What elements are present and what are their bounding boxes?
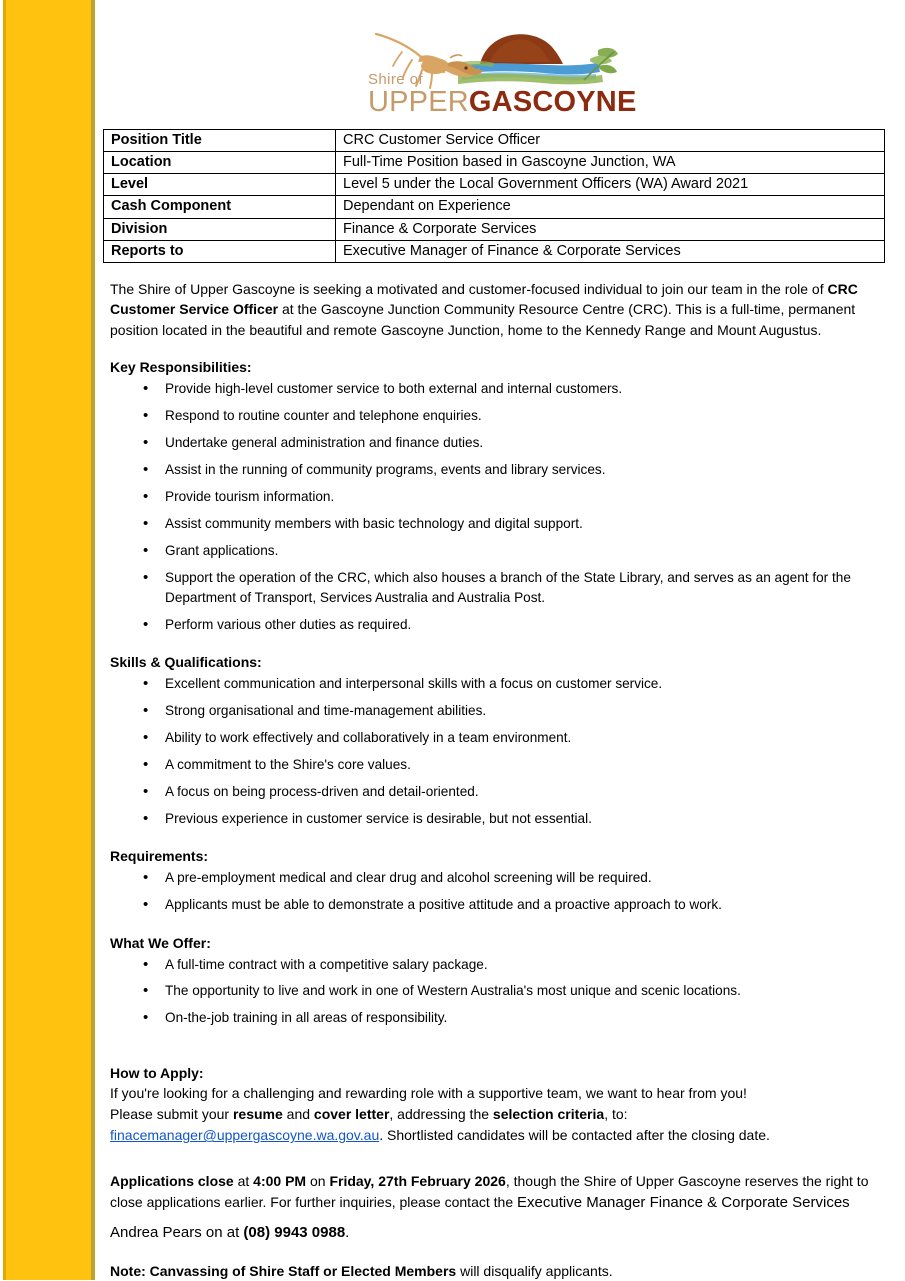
table-cell-label: Reports to xyxy=(104,240,336,262)
table-row xyxy=(104,130,885,152)
closing-contact-paragraph xyxy=(110,1222,880,1244)
spacer xyxy=(103,1035,883,1065)
list-item: • Support the operation of the CRC, which also houses a branch of the State Library, and serves as an agent for the Department of Transport, Services Australia and Australia Post. xyxy=(103,568,878,609)
list-item: • The opportunity to live and work in one of Western Australia's most unique and scenic locations. xyxy=(103,981,878,1001)
closing-bold-applications-close: Applications close xyxy=(110,1173,234,1190)
list-item: • Assist in the running of community programs, events and library services. xyxy=(103,460,878,480)
heading-requirements: Requirements: xyxy=(110,848,209,865)
table-cell-value: CRC Customer Service Officer xyxy=(336,130,885,152)
closing-contact-name: Andrea Pears on at xyxy=(110,1223,244,1241)
list-key-responsibilities xyxy=(103,379,878,635)
table-cell-label: Level xyxy=(104,174,336,196)
left-accent-bar-inner-edge xyxy=(3,0,6,1280)
heading-how-to-apply: How to Apply: xyxy=(110,1065,204,1082)
spacer xyxy=(103,1146,883,1159)
table-cell-label: Cash Component xyxy=(104,196,336,218)
list-item: • Previous experience in customer service is desirable, but not essential. xyxy=(103,809,878,829)
intro-paragraph xyxy=(110,279,880,341)
table-cell-label: Division xyxy=(104,218,336,240)
logo-block xyxy=(103,0,883,117)
apply-text-pre: Please submit your xyxy=(110,1106,233,1123)
logo-upper-text: UPPER xyxy=(368,86,469,118)
document-body xyxy=(95,0,905,1280)
apply-bold-cover-letter: cover letter xyxy=(313,1106,390,1123)
list-item: • On-the-job training in all areas of responsibility. xyxy=(103,1008,878,1028)
list-item: • Perform various other duties as required. xyxy=(103,615,878,635)
apply-bold-selection-criteria: selection criteria xyxy=(492,1106,605,1123)
table-row xyxy=(104,218,885,240)
apply-text-mid1: and xyxy=(282,1106,314,1123)
logo-shire-of-text: Shire of xyxy=(368,71,423,88)
apply-email-suffix: . Shortlisted candidates will be contacted after the closing date. xyxy=(379,1127,770,1144)
how-to-apply-line-2 xyxy=(110,1104,885,1125)
left-accent-bar xyxy=(3,0,91,1280)
closing-note-bold: Note: Canvassing of Shire Staff or Elected Members xyxy=(110,1262,457,1279)
table-cell-value: Executive Manager of Finance & Corporate Services xyxy=(336,240,885,262)
heading-what-we-offer: What We Offer: xyxy=(110,934,211,951)
list-item: • Applicants must be able to demonstrate a positive attitude and a proactive approach to work. xyxy=(103,895,878,915)
apply-text-mid2: , addressing the xyxy=(389,1106,493,1123)
table-cell-value: Full-Time Position based in Gascoyne Junction, WA xyxy=(336,152,885,174)
list-item: • Provide tourism information. xyxy=(103,487,878,507)
intro-text-part2: at the Gascoyne Junction Community Resource Centre (CRC). This is a full-time, permanent position located in the beautiful and remote Gascoyne Junction, home to the Kennedy Range and Mount Augustus. xyxy=(110,301,856,338)
how-to-apply-line-3 xyxy=(110,1125,885,1146)
table-row xyxy=(104,196,885,218)
intro-text-part1: The Shire of Upper Gascoyne is seeking a motivated and customer-focused individual to join our team in the role of xyxy=(110,280,828,297)
logo-name-text xyxy=(368,86,637,118)
logo-gascoyne-text: GASCOYNE xyxy=(468,86,637,118)
closing-contact-phone: (08) 9943 0988 xyxy=(243,1223,346,1241)
list-item: • Assist community members with basic technology and digital support. xyxy=(103,514,878,534)
closing-period: . xyxy=(345,1223,350,1241)
table-cell-label: Position Title xyxy=(104,130,336,152)
list-item: • Respond to routine counter and telephone enquiries. xyxy=(103,406,878,426)
heading-key-responsibilities: Key Responsibilities: xyxy=(110,359,252,376)
table-cell-value: Dependant on Experience xyxy=(336,196,885,218)
how-to-apply-line-1: If you're looking for a challenging and rewarding role with a supportive team, we want to hear from you! xyxy=(110,1085,747,1102)
table-row xyxy=(104,174,885,196)
list-item: • Provide high-level customer service to both external and internal customers. xyxy=(103,379,878,399)
table-row xyxy=(104,240,885,262)
shire-logo xyxy=(362,14,637,118)
table-cell-value: Finance & Corporate Services xyxy=(336,218,885,240)
list-what-we-offer xyxy=(103,955,878,1029)
table-cell-value: Level 5 under the Local Government Officers (WA) Award 2021 xyxy=(336,174,885,196)
closing-applications-paragraph xyxy=(110,1171,880,1214)
list-item: • A commitment to the Shire's core values. xyxy=(103,755,878,775)
position-details-table-body xyxy=(104,130,885,263)
apply-text-post: , to: xyxy=(604,1106,628,1123)
list-item: • Grant applications. xyxy=(103,541,878,561)
closing-note-paragraph xyxy=(110,1261,880,1281)
application-email-link[interactable]: finacemanager@uppergascoyne.wa.gov.au xyxy=(110,1127,380,1144)
list-item: • A pre-employment medical and clear drug and alcohol screening will be required. xyxy=(103,868,878,888)
list-item: • A full-time contract with a competitive salary package. xyxy=(103,955,878,975)
list-item: • Excellent communication and interpersonal skills with a focus on customer service. xyxy=(103,674,878,694)
table-cell-label: Location xyxy=(104,152,336,174)
closing-bold-time: 4:00 PM xyxy=(253,1173,307,1190)
list-item: • Undertake general administration and finance duties. xyxy=(103,433,878,453)
closing-text-1: at xyxy=(233,1173,254,1190)
closing-text-2: on xyxy=(306,1173,330,1190)
list-skills-qualifications xyxy=(103,674,878,829)
table-row xyxy=(104,152,885,174)
intro-role-bold: CRC Customer Service Officer xyxy=(110,280,858,318)
list-item: • Ability to work effectively and collaboratively in a team environment. xyxy=(103,728,878,748)
closing-note-rest: will disqualify applicants. xyxy=(456,1262,613,1279)
logo-wordmark xyxy=(362,71,637,118)
heading-skills-qualifications: Skills & Qualifications: xyxy=(110,654,262,671)
list-item: • A focus on being process-driven and detail-oriented. xyxy=(103,782,878,802)
position-details-table xyxy=(103,129,885,263)
closing-text-3: , though the Shire of Upper Gascoyne reserves the right to close applications earlier. For further inquiries, please contact the xyxy=(110,1173,869,1210)
list-requirements xyxy=(103,868,878,915)
apply-bold-resume: resume xyxy=(232,1106,283,1123)
list-item: • Strong organisational and time-management abilities. xyxy=(103,701,878,721)
closing-bold-date: Friday, 27th February 2026 xyxy=(329,1173,506,1190)
closing-contact-role: Executive Manager Finance & Corporate Services xyxy=(517,1193,850,1211)
